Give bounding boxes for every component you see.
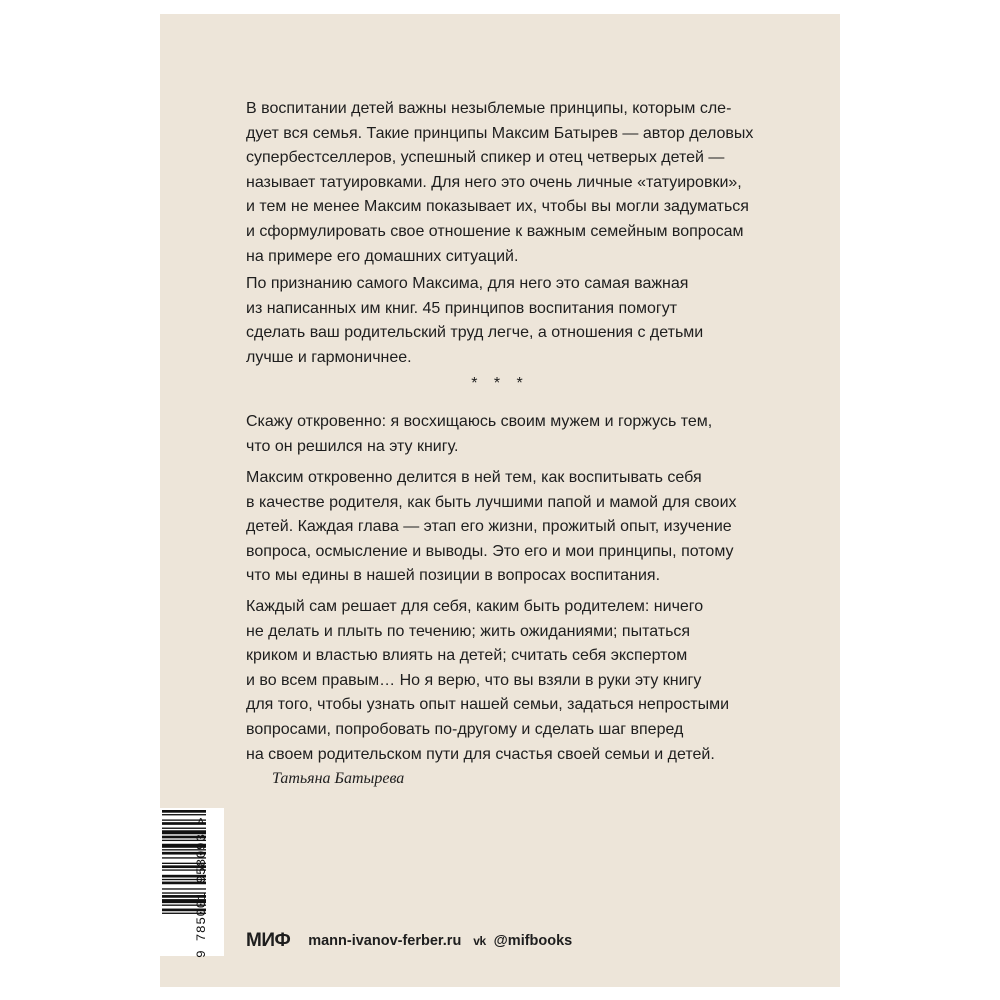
paragraph-intro — [246, 97, 766, 269]
text-line: Каждый сам решает для себя, каким быть родителем: ничего — [246, 598, 704, 615]
text-line: и во всем правым… Но я верю, что вы взяли в руки эту книгу — [246, 671, 702, 689]
isbn-barcode — [160, 808, 224, 956]
text-line: на примере его домашних ситуаций. — [246, 247, 519, 265]
text-line: дует вся семья. Такие принципы Максим Батырев — автор деловых — [246, 124, 754, 142]
text-line: вопроса, осмысление и выводы. Это его и мои принципы, потому — [246, 542, 734, 560]
paragraph-sharing — [246, 466, 766, 589]
text-line: не делать и плыть по течению; жить ожиданиями; пытаться — [246, 622, 691, 640]
author-signature: Татьяна Батырева — [272, 770, 405, 787]
text-line: По признанию самого Максима, для него это самая важная — [246, 275, 689, 292]
text-line: В воспитании детей важны незыблемые принципы, которым сле- — [246, 100, 732, 117]
text-line: называет татуировками. Для него это очень личные «татуировки», — [246, 173, 742, 191]
paragraph-importance — [246, 272, 766, 370]
publisher-logo: МИФ — [246, 930, 291, 951]
barcode-digits: 9 785001 958093 > — [194, 816, 209, 958]
text-line: криком и властью влиять на детей; считать себя экспертом — [246, 647, 688, 665]
text-line: лучше и гармоничнее. — [246, 348, 412, 366]
text-line: супербестселлеров, успешный спикер и отец четверых детей — — [246, 149, 725, 167]
text-line: детей. Каждая глава — этап его жизни, прожитый опыт, изучение — [246, 518, 732, 536]
text-line: и тем не менее Максим показывает их, чтобы вы могли задуматься — [246, 198, 749, 216]
website-link[interactable]: mann-ivanov-ferber.ru — [308, 933, 462, 949]
text-line: сделать ваш родительский труд легче, а отношения с детьми — [246, 324, 704, 342]
text-line: Скажу откровенно: я восхищаюсь своим мужем и горжусь тем, — [246, 413, 713, 430]
publisher-footer — [246, 928, 572, 954]
text-line: Максим откровенно делится в ней тем, как воспитывать себя — [246, 469, 702, 486]
text-line: на своем родительском пути для счастья своей семьи и детей. — [246, 745, 715, 763]
text-line: и сформулировать свое отношение к важным семейным вопросам — [246, 222, 744, 240]
text-line: что он решился на эту книгу. — [246, 437, 459, 455]
social-handle[interactable]: @mifbooks — [493, 933, 573, 949]
text-line: для того, чтобы узнать опыт нашей семьи, задаться непростыми — [246, 696, 730, 714]
section-separator: * * * — [471, 375, 529, 392]
paragraph-admiration — [246, 410, 766, 459]
text-line: что мы едины в нашей позиции в вопросах воспитания. — [246, 567, 661, 585]
vk-icon[interactable]: vk — [473, 934, 486, 948]
text-line: в качестве родителя, как быть лучшими папой и мамой для своих — [246, 493, 737, 511]
paragraph-choice — [246, 595, 766, 767]
text-line: из написанных им книг. 45 принципов воспитания помогут — [246, 299, 678, 317]
text-line: вопросами, попробовать по-другому и сделать шаг вперед — [246, 720, 684, 738]
